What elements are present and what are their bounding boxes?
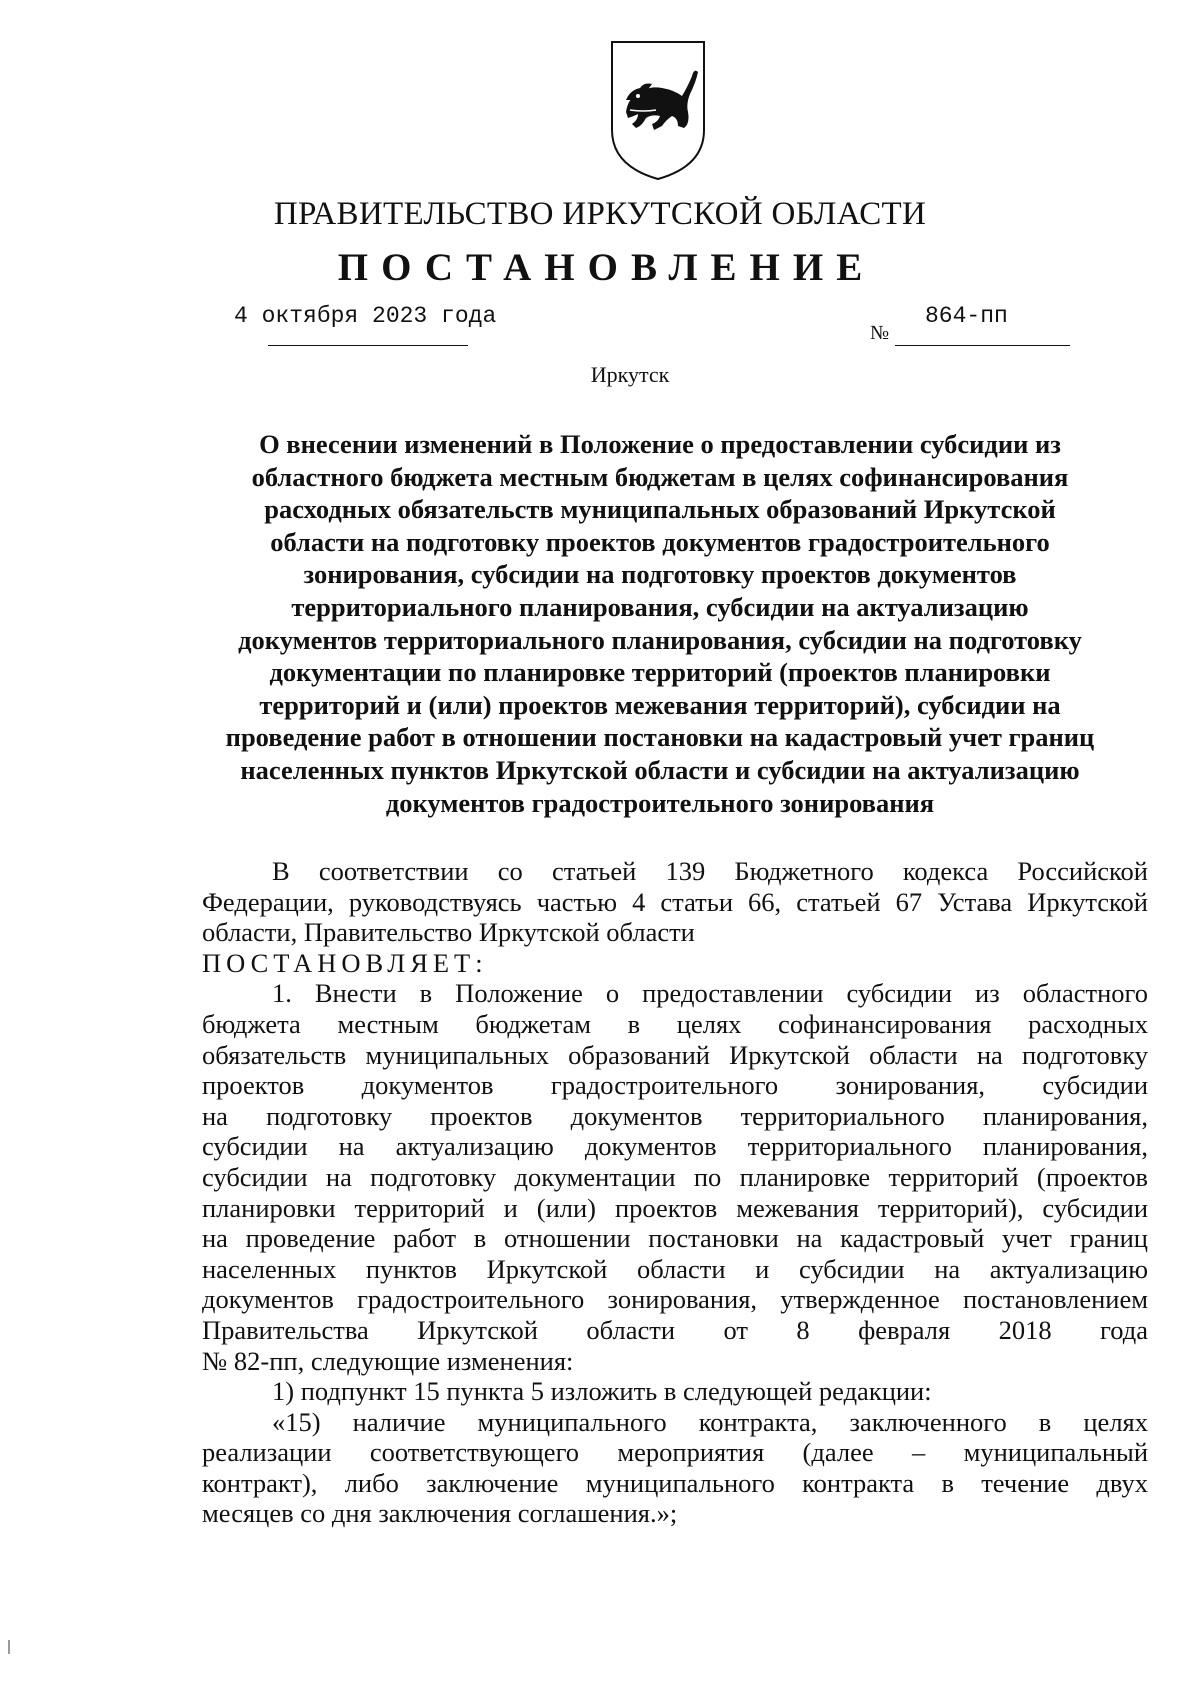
title-line: территорий и (или) проектов межевания территорий), субсидии на: [259, 689, 1061, 720]
title-line: населенных пунктов Иркутской области и субсидии на актуализацию: [240, 754, 1080, 785]
number-sign: №: [870, 322, 890, 344]
item-1-paragraph: [202, 978, 1148, 1376]
body-line: на подготовку проектов документов территориального планирования,: [202, 1100, 1148, 1131]
body-line: документов градостроительного зонирования, утвержденное постановлением: [202, 1284, 1148, 1315]
title-line: зонирования, субсидии на подготовку проектов документов: [303, 559, 1017, 590]
title-line: О внесении изменений в Положение о предоставлении субсидии из: [259, 429, 1061, 459]
body-line: субсидии на актуализацию документов территориального планирования,: [202, 1131, 1148, 1162]
preamble-paragraph: [202, 856, 1148, 948]
body-line: Федерации, руководствуясь частью 4 статьи 66, статьей 67 Устава Иркутской: [202, 886, 1148, 917]
city-name: Иркутск: [590, 362, 670, 387]
body-line: населенных пунктов Иркутской области и субсидии на актуализацию: [202, 1253, 1148, 1284]
quoted-text-paragraph: [202, 1407, 1148, 1529]
body-line: № 82-пп, следующие изменения:: [202, 1345, 574, 1376]
irkutsk-babr-icon: [608, 38, 708, 183]
body-line: бюджета местным бюджетам в целях софинансирования расходных: [202, 1008, 1148, 1039]
coat-of-arms-emblem: [608, 38, 708, 183]
number-underline: [895, 345, 1070, 346]
body-line: контракт), либо заключение муниципального контракта в течение двух: [202, 1467, 1148, 1498]
title-line: документов территориального планирования, субсидии на подготовку: [238, 624, 1082, 655]
title-line: документации по планировке территорий (проектов планировки: [269, 657, 1051, 688]
title-line: территориального планирования, субсидии на актуализацию: [291, 591, 1029, 622]
document-title: [200, 428, 1120, 819]
date-underline: [268, 345, 468, 346]
body-line: проектов документов градостроительного зонирования, субсидии: [202, 1070, 1148, 1101]
body-line: обязательств муниципальных образований Иркутской области на подготовку: [202, 1039, 1148, 1070]
subitem-1-paragraph: 1) подпункт 15 пункта 5 изложить в следующей редакции:: [272, 1376, 932, 1407]
scan-margin-mark: [8, 1640, 10, 1654]
document-number: 864-пп: [925, 303, 1008, 329]
resolves-heading: ПОСТАНОВЛЯЕТ:: [202, 947, 488, 978]
body-line: месяцев со дня заключения соглашения.»;: [202, 1498, 678, 1529]
body-line: 1. Внести в Положение о предоставлении субсидии из областного: [272, 978, 1148, 1009]
title-line: области на подготовку проектов документов градостроительного: [270, 526, 1050, 557]
body-line: планировки территорий и (или) проектов межевания территорий), субсидии: [202, 1192, 1148, 1223]
document-body: [202, 856, 1148, 1529]
title-line: расходных обязательств муниципальных образований Иркутской: [264, 494, 1056, 525]
body-line: области, Правительство Иркутской области: [202, 917, 695, 948]
title-line: проведение работ в отношении постановки на кадастровый учет границ: [225, 722, 1095, 753]
body-line: субсидии на подготовку документации по планировке территорий (проектов: [202, 1161, 1148, 1192]
body-line: «15) наличие муниципального контракта, заключенного в целях: [272, 1406, 1148, 1437]
title-line: документов градостроительного зонирования: [385, 787, 935, 818]
government-name: ПРАВИТЕЛЬСТВО ИРКУТСКОЙ ОБЛАСТИ: [273, 196, 927, 232]
body-line: на проведение работ в отношении постановки на кадастровый учет границ: [202, 1223, 1148, 1254]
title-line: областного бюджета местным бюджетам в целях софинансирования: [251, 461, 1069, 492]
body-line: реализации соответствующего мероприятия (далее – муниципальный: [202, 1437, 1148, 1468]
body-line: Правительства Иркутской области от 8 февраля 2018 года: [202, 1314, 1148, 1345]
document-date: 4 октября 2023 года: [234, 303, 497, 329]
body-line: В соответствии со статьей 139 Бюджетного кодекса Российской: [272, 856, 1148, 886]
document-type: ПОСТАНОВЛЕНИЕ: [337, 246, 876, 289]
